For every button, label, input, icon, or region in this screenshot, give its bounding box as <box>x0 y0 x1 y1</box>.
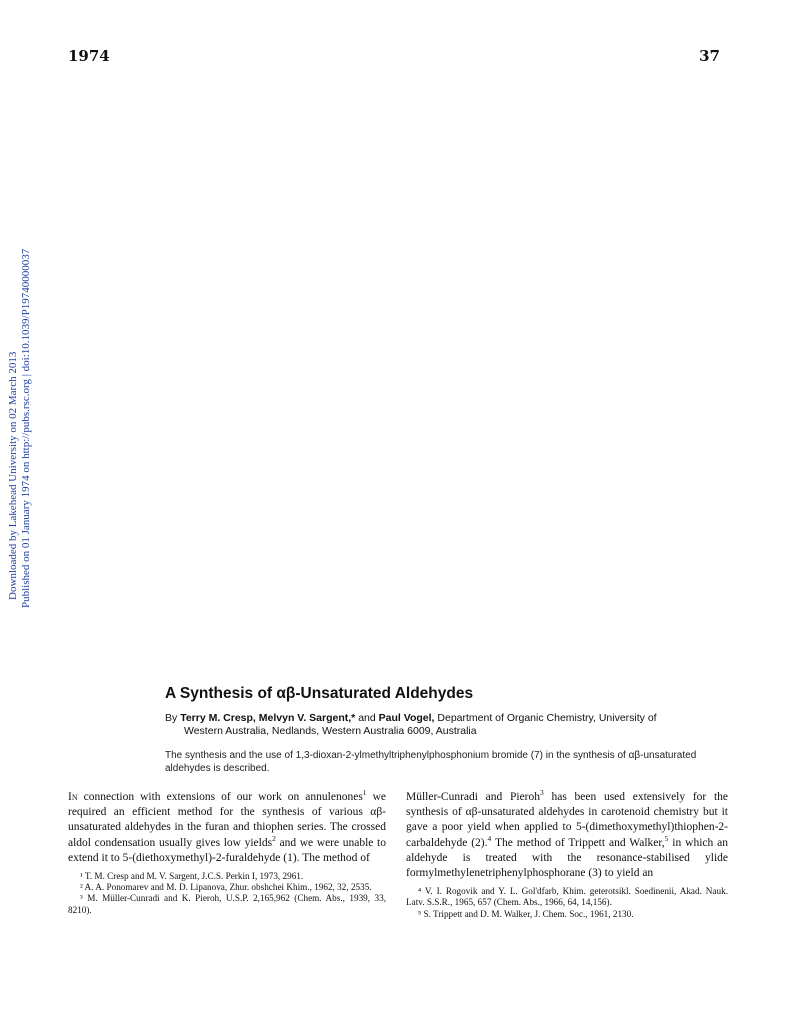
footnote-5: ⁵ S. Trippett and D. M. Walker, J. Chem. Soc., 1961, 2130. <box>418 908 634 919</box>
page-number: 37 <box>699 47 720 65</box>
ref-mark-5: 5 <box>664 833 669 843</box>
publication-notice[interactable]: Published on 01 January 1974 on http://pubs.rsc.org | doi:10.1039/P19740000037 <box>20 248 32 608</box>
article-title: A Synthesis of αβ-Unsaturated Aldehydes <box>165 685 474 702</box>
body-paragraph-left: In connection with extensions of our work on annulenones$^1$ we required an efficient method for the synthesis of various αβ-unsaturated aldehydes in the furan and thiophen series. The crossed aldol condensation usually gives low yields$^2$ and we were unable to extend it to 5-(diethoxymethyl)-2-furaldehyde (1). The method of <box>68 788 386 864</box>
abstract: The synthesis and the use of 1,3-dioxan-2-ylmethyltriphenylphosphonium bromide (7) in the synthesis of αβ-unsaturated aldehydes is described. <box>165 750 697 774</box>
affiliation-line-1: Department of Organic Chemistry, University of <box>437 712 657 724</box>
left-column <box>68 790 386 916</box>
ref-mark-3: 3 <box>540 788 544 798</box>
affiliation-line-2: Western Australia, Nedlands, Western Australia 6009, Australia <box>184 725 477 737</box>
ref-mark-4: 4 <box>487 833 492 843</box>
body-paragraph-right: Müller-Cunradi and Pieroh$^3$ has been used extensively for the synthesis of αβ-unsaturated aldehydes in carotenoid chemistry but it gave a poor yield when applied to 5-(dimethoxymethyl)thiophen-2-carbaldehyde (2).$^4$ The method of Trippett and Walker,$^5$ in which an aldehyde is treated with the resonance-stabilised ylide formylmethylenetriphenylphosphorane (3) to yield an <box>406 788 729 880</box>
author-cresp: Terry M. Cresp, <box>180 712 256 724</box>
footnote-1: ¹ T. M. Cresp and M. V. Sargent, J.C.S. Perkin I, 1973, 2961. <box>80 871 304 882</box>
footnote-4: ⁴ V. I. Rogovik and Y. L. Gol'dfarb, Khim. geterotsikl. Soedinenii, Akad. Nauk. Latv. S.S.R., 1965, 657 (Chem. Abs., 1966, 64, 14,156). <box>406 886 728 908</box>
by-label: By <box>165 712 178 724</box>
ref-mark-1: 1 <box>362 788 367 798</box>
right-column <box>406 790 728 920</box>
footnote-3: ³ M. Müller-Cunradi and K. Pieroh, U.S.P. 2,165,962 (Chem. Abs., 1939, 33, 8210). <box>68 893 386 915</box>
download-notice[interactable]: Downloaded by Lakehead University on 02 March 2013 <box>7 351 19 600</box>
footnotes-right <box>406 886 728 920</box>
footnote-2: ² A. A. Ponomarev and M. D. Lipanova, Zhur. obshchei Khim., 1962, 32, 2535. <box>80 882 372 893</box>
author-vogel: Paul Vogel, <box>378 712 435 724</box>
ref-mark-2: 2 <box>272 833 276 843</box>
footnotes-left <box>68 871 386 916</box>
journal-year: 1974 <box>68 47 110 65</box>
drop-word: In <box>68 791 78 803</box>
author-block <box>165 712 727 738</box>
download-watermark <box>0 0 30 620</box>
author-sargent: Melvyn V. Sargent,* <box>258 712 356 724</box>
and-label: and <box>358 712 376 724</box>
